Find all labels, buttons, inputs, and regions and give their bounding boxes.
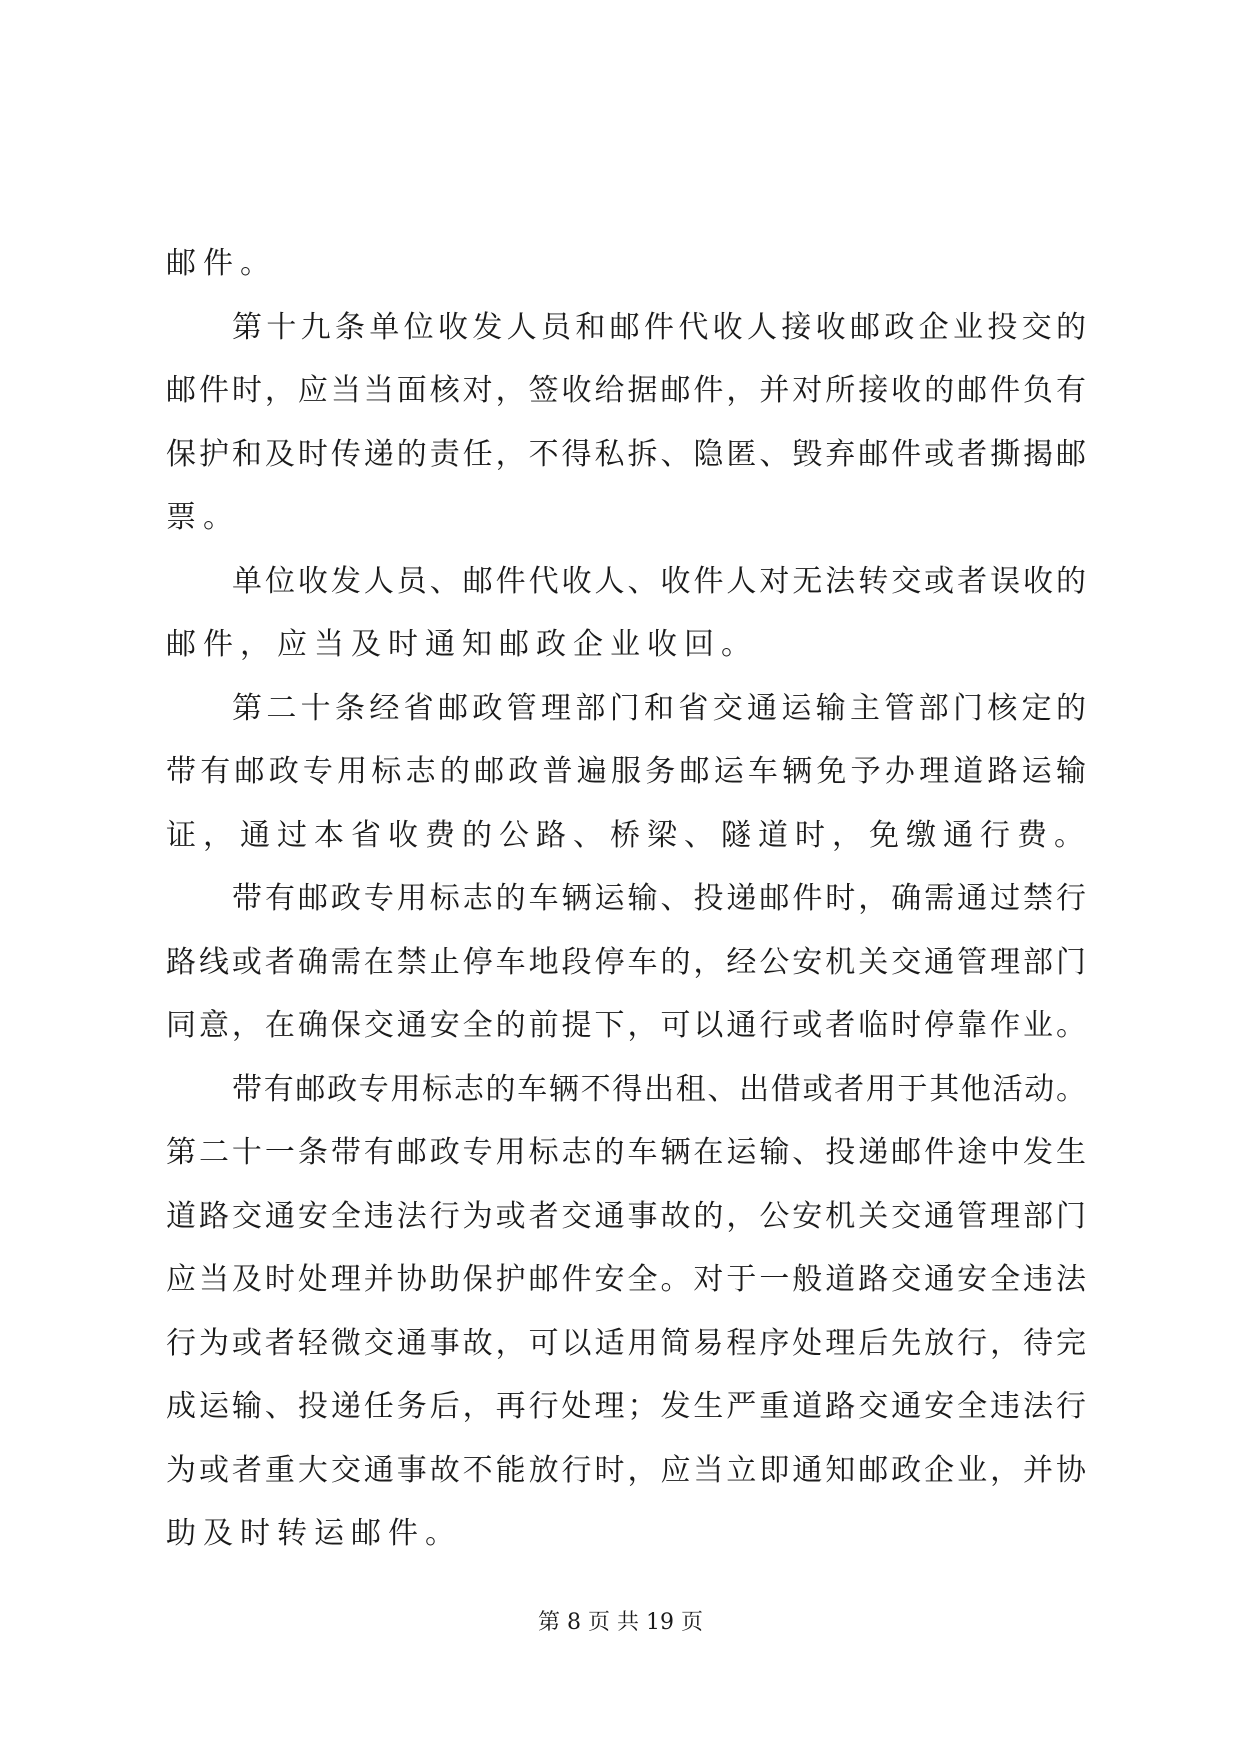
text-line: 行为或者轻微交通事故，可以适用简易程序处理后先放行，待完 (166, 1325, 1086, 1361)
text-line: 带有邮政专用标志的车辆不得出租、出借或者用于其他活动。 (232, 1071, 1086, 1107)
text-line: 邮件时，应当当面核对，签收给据邮件，并对所接收的邮件负有 (166, 373, 1086, 408)
text-line: 第十九条单位收发人员和邮件代收人接收邮政企业投交的 (232, 309, 1086, 345)
text-line: 第二十一条带有邮政专用标志的车辆在运输、投递邮件途中发生 (166, 1135, 1086, 1170)
page-number-footer: 第 8 页 共 19 页 (538, 1610, 703, 1635)
text-line: 应当及时处理并协助保护邮件安全。对于一般道路交通安全违法 (166, 1262, 1086, 1297)
text-line: 成运输、投递任务后，再行处理；发生严重道路交通安全违法行 (166, 1389, 1086, 1424)
text-line: 邮件。 (166, 246, 277, 281)
text-line: 邮件，应当及时通知邮政企业收回。 (166, 627, 758, 662)
text-line: 保护和及时传递的责任，不得私拆、隐匿、毁弃邮件或者撕揭邮 (166, 436, 1086, 472)
document-body (166, 232, 1091, 1566)
text-line: 为或者重大交通事故不能放行时，应当立即通知邮政企业，并协 (166, 1452, 1086, 1488)
text-line: 带有邮政专用标志的邮政普遍服务邮运车辆免予办理道路运输 (166, 754, 1086, 789)
text-line: 证，通过本省收费的公路、桥梁、隧道时，免缴通行费。 (166, 817, 1091, 853)
text-line: 带有邮政专用标志的车辆运输、投递邮件时，确需通过禁行 (232, 881, 1086, 916)
text-line: 路线或者确需在禁止停车地段停车的，经公安机关交通管理部门 (166, 944, 1086, 980)
text-line: 同意，在确保交通安全的前提下，可以通行或者临时停靠作业。 (166, 1008, 1086, 1043)
text-line: 第二十条经省邮政管理部门和省交通运输主管部门核定的 (232, 690, 1086, 726)
text-line: 道路交通安全违法行为或者交通事故的，公安机关交通管理部门 (166, 1198, 1086, 1234)
text-line: 助及时转运邮件。 (166, 1516, 462, 1551)
text-line: 单位收发人员、邮件代收人、收件人对无法转交或者误收的 (232, 563, 1086, 599)
text-line: 票。 (166, 500, 240, 535)
